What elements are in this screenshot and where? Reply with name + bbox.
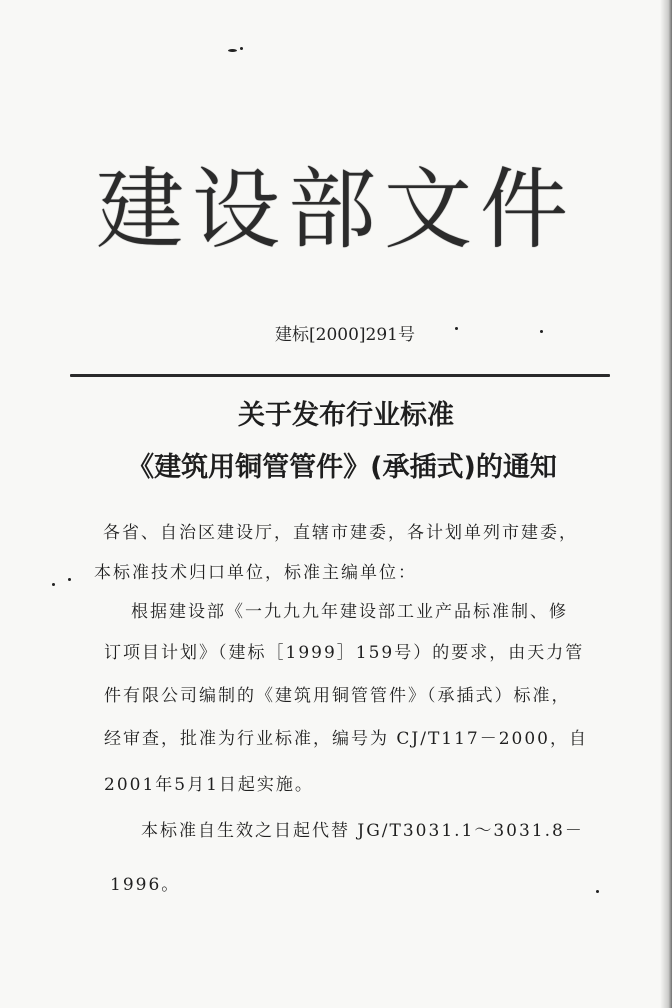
body-line: 2001年5月1日起实施。 <box>104 775 314 795</box>
notice-title-line-1: 关于发布行业标准 <box>238 400 454 431</box>
scan-speck <box>68 578 71 581</box>
scan-speck <box>240 47 243 50</box>
scan-speck <box>540 330 543 333</box>
masthead-title: 建设部文件 <box>96 158 577 261</box>
body-line: 件有限公司编制的《建筑用铜管管件》（承插式）标准， <box>104 686 571 706</box>
body-line: 根据建设部《一九九九年建设部工业产品标准制、修 <box>131 602 568 622</box>
header-divider <box>70 374 610 377</box>
body-line: 经审查，批准为行业标准，编号为 CJ/T117－2000，自 <box>104 729 589 749</box>
body-line: 订项目计划》（建标［1999］159号）的要求，由天力管 <box>104 643 585 663</box>
body-line: 本标准技术归口单位，标准主编单位： <box>94 563 417 583</box>
scan-speck <box>596 890 599 893</box>
page-edge-shadow <box>660 0 672 1008</box>
scan-speck <box>228 49 237 52</box>
scan-speck <box>455 327 458 330</box>
notice-title-line-2: 《建筑用铜管管件》(承插式)的通知 <box>127 452 557 483</box>
document-number: 建标[2000]291号 <box>275 325 415 345</box>
body-line: 本标准自生效之日起代替 JG/T3031.1～3031.8－ <box>141 821 584 841</box>
scan-speck <box>52 583 55 586</box>
body-line: 各省、自治区建设厅，直辖市建委，各计划单列市建委， <box>103 523 578 543</box>
body-line: 1996。 <box>110 875 181 895</box>
